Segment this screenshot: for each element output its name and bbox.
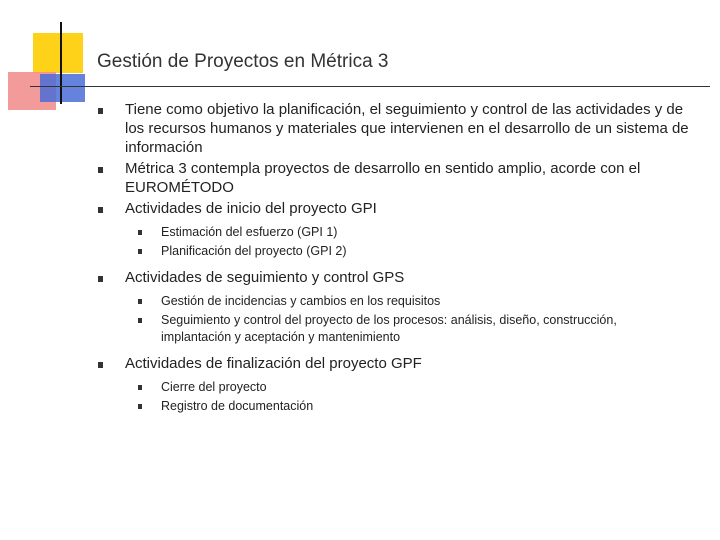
bullet-square-icon <box>138 404 142 409</box>
bullet-square-icon <box>98 207 103 213</box>
bullet-item <box>97 159 697 197</box>
sub-bullet-text: Registro de documentación <box>161 399 314 413</box>
sub-bullet-item <box>97 312 697 346</box>
logo-yellow-square <box>33 33 83 73</box>
bullet-square-icon <box>138 385 142 390</box>
bullet-item <box>97 268 697 287</box>
logo-vertical-line <box>60 22 62 104</box>
title-divider <box>30 86 710 87</box>
bullet-text: Actividades de seguimiento y control GPS <box>125 269 405 286</box>
bullet-square-icon <box>138 318 142 323</box>
sub-bullet-item <box>97 224 697 241</box>
bullet-text: Métrica 3 contempla proyectos de desarrollo en sentido amplio, acorde con el EUROMÉTODO <box>125 160 641 196</box>
sub-bullet-text: Gestión de incidencias y cambios en los requisitos <box>161 294 441 308</box>
sub-bullet-item <box>97 379 697 396</box>
bullet-text: Actividades de inicio del proyecto GPI <box>125 200 377 217</box>
bullet-item <box>97 100 697 157</box>
bullet-square-icon <box>138 299 142 304</box>
sub-bullet-item <box>97 243 697 260</box>
bullet-square-icon <box>98 276 103 282</box>
sub-bullet-text: Seguimiento y control del proyecto de los procesos: análisis, diseño, construcción, implantación y aceptación y mantenimiento <box>161 313 617 344</box>
bullet-square-icon <box>98 108 103 114</box>
slide-title: Gestión de Proyectos en Métrica 3 <box>97 51 389 72</box>
sub-bullet-text: Estimación del esfuerzo (GPI 1) <box>161 225 338 239</box>
bullet-square-icon <box>138 249 142 254</box>
bullet-square-icon <box>98 362 103 368</box>
sub-bullet-text: Cierre del proyecto <box>161 380 267 394</box>
logo-blue-square <box>40 74 85 102</box>
bullet-item <box>97 354 697 373</box>
bullet-square-icon <box>98 167 103 173</box>
bullet-text: Actividades de finalización del proyecto GPF <box>125 355 422 372</box>
bullet-square-icon <box>138 230 142 235</box>
sub-bullet-item <box>97 293 697 310</box>
bullet-item <box>97 199 697 218</box>
sub-bullet-item <box>97 398 697 415</box>
bullet-text: Tiene como objetivo la planificación, el seguimiento y control de las actividades y de los recursos humanos y materiales que intervienen en el desarrollo de un sistema de información <box>125 101 689 156</box>
sub-bullet-text: Planificación del proyecto (GPI 2) <box>161 244 347 258</box>
bullet-list <box>97 100 697 415</box>
